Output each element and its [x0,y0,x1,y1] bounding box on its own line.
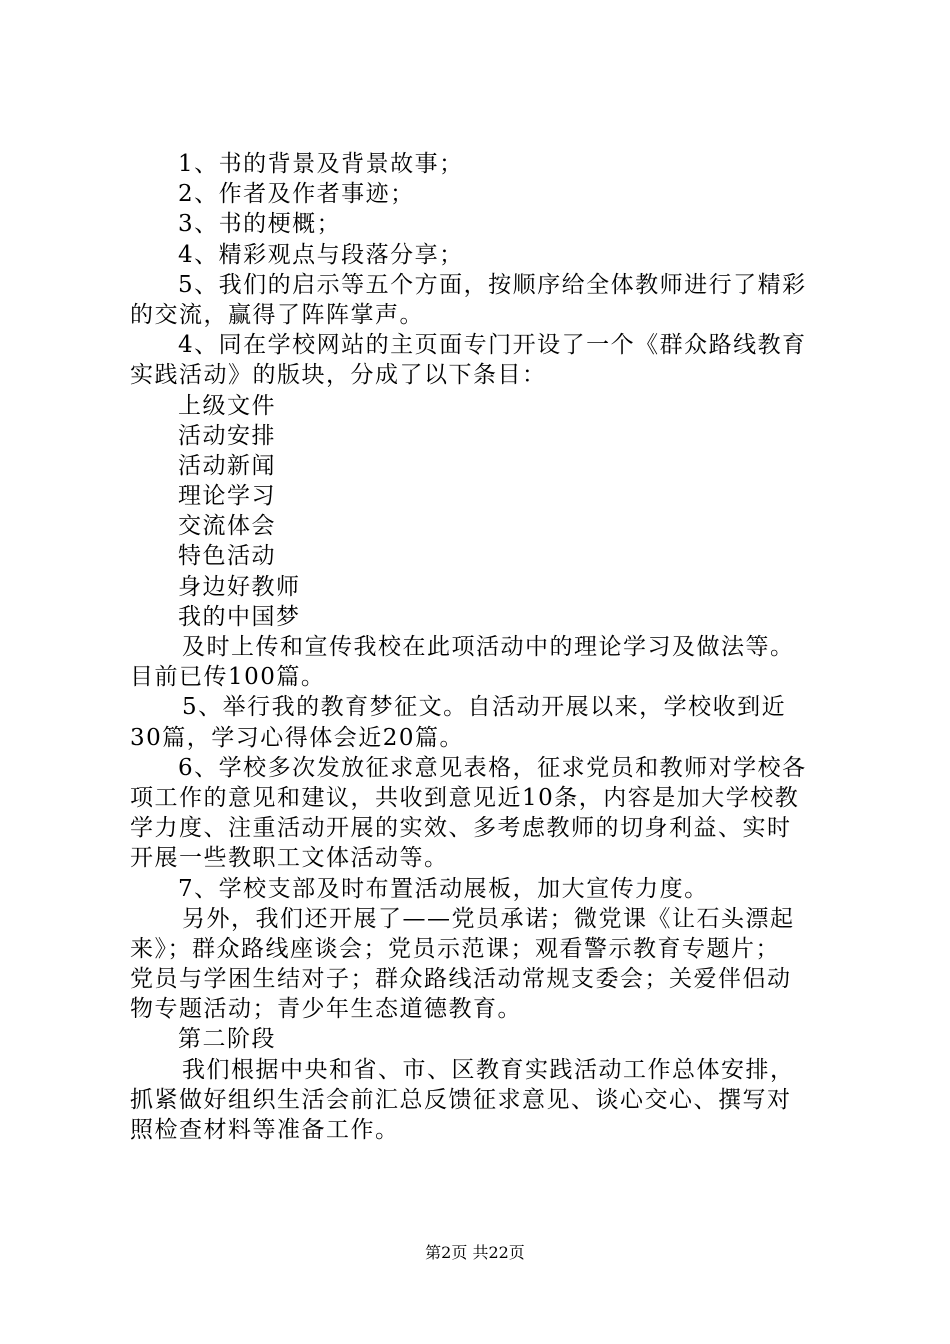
text-line: 党员与学困生结对子；群众路线活动常规支委会；关爱伴侣动 [130,966,792,993]
text-line: 来》；群众路线座谈会；党员示范课；观看警示教育专题片； [130,935,780,962]
list-item: 特色活动 [178,543,276,570]
text-line: 照检查材料等准备工作。 [130,1117,400,1143]
text-line: 7、学校支部及时布置活动展板，加大宣传力度。 [178,875,709,902]
list-item: 我的中国梦 [178,603,301,630]
list-item: 活动安排 [178,422,276,449]
page-number-footer: 第2页 共22页 [425,1243,525,1262]
text-line: 物专题活动；青少年生态道德教育。 [130,996,522,1023]
text-line: 2、作者及作者事迹； [178,181,415,208]
text-line: 30篇，学习心得体会近20篇。 [130,724,465,751]
text-line: 6、学校多次发放征求意见表格，征求党员和教师对学校各 [178,754,807,781]
text-line: 学力度、注重活动开展的实效、多考虑教师的切身利益、实时 [130,815,792,842]
text-line: 我们根据中央和省、市、区教育实践活动工作总体安排， [182,1056,795,1083]
text-line: 5、举行我的教育梦征文。自活动开展以来，学校收到近 [182,694,787,721]
text-line: 4、同在学校网站的主页面专门开设了一个《群众路线教育 [178,332,807,359]
text-line: 1、书的背景及背景故事； [178,151,464,177]
text-line: 项工作的意见和建议，共收到意见近10条，内容是加大学校教 [130,784,800,811]
text-line: 4、精彩观点与段落分享； [178,241,464,268]
document-body [130,149,830,1145]
text-line: 开展一些教职工文体活动等。 [130,845,449,872]
text-line: 5、我们的启示等五个方面，按顺序给全体教师进行了精彩 [178,271,807,298]
text-line: 另外，我们还开展了——党员承诺；微党课《让石头漂起 [182,905,795,932]
list-item: 上级文件 [178,392,276,419]
section-heading: 第二阶段 [178,1026,276,1053]
text-line: 实践活动》的版块，分成了以下条目： [130,362,547,389]
text-line: 3、书的梗概； [178,211,342,238]
list-item: 身边好教师 [178,573,301,600]
text-line: 抓紧做好组织生活会前汇总反馈征求意见、谈心交心、撰写对 [130,1086,792,1113]
list-item: 理论学习 [178,483,276,510]
text-line: 及时上传和宣传我校在此项活动中的理论学习及做法等。 [182,634,795,660]
list-item: 交流体会 [178,513,276,540]
text-line: 的交流，赢得了阵阵掌声。 [130,301,424,328]
text-line: 目前已传100篇。 [130,664,326,691]
list-item: 活动新闻 [178,452,276,479]
